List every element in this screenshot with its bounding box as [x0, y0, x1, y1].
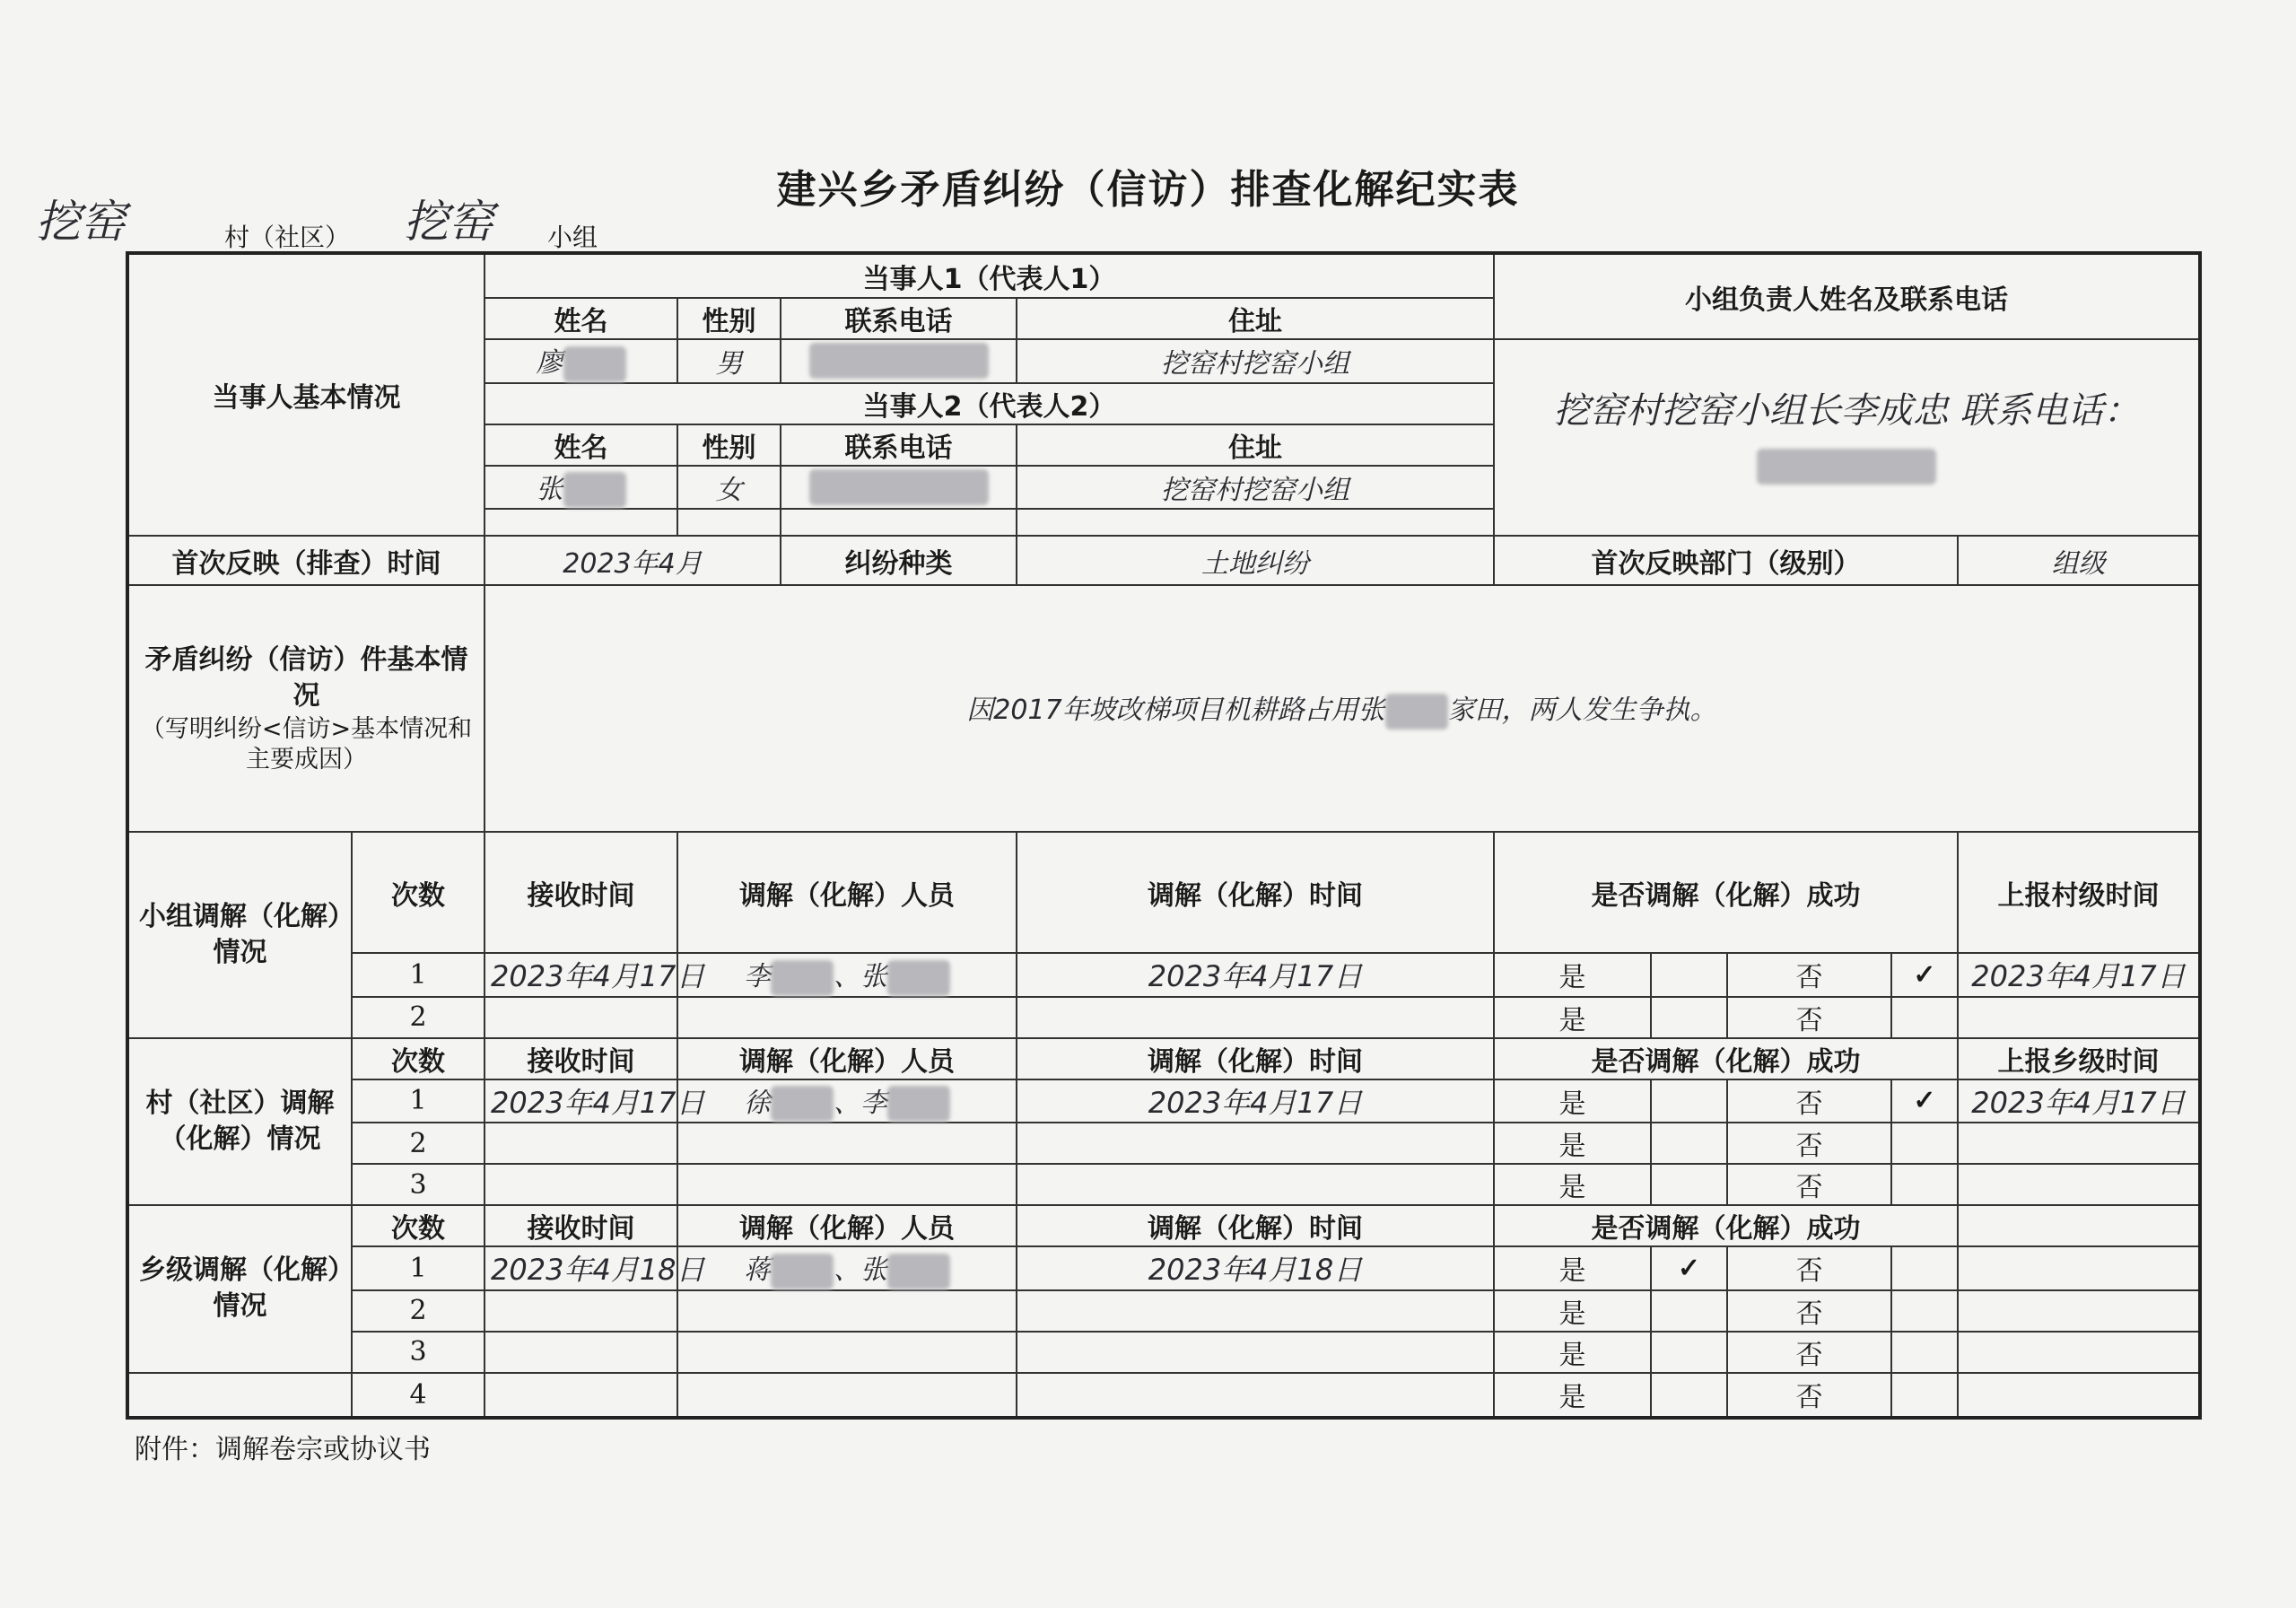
town-row1-receive: 2023年4月18日: [485, 1246, 677, 1290]
redaction: [809, 343, 989, 379]
party2-name-header: 姓名: [485, 424, 677, 466]
party2-phone: [781, 466, 1017, 510]
village-row2-yes: 是: [1494, 1123, 1651, 1164]
village-label: 村（社区）: [224, 223, 351, 252]
party2-address-header: 住址: [1017, 424, 1494, 466]
first-report-time-label: 首次反映（排查）时间: [127, 536, 485, 585]
dispute-type-label: 纠纷种类: [781, 536, 1017, 585]
party1-phone: [781, 339, 1017, 383]
village-row1-no: 否: [1727, 1079, 1891, 1123]
redaction: [771, 960, 834, 996]
first-report-dept-label: 首次反映部门（级别）: [1494, 536, 1958, 585]
town-row1-time: 2023年4月18日: [1017, 1246, 1494, 1290]
town-success-header: 是否调解（化解）成功: [1494, 1205, 1958, 1246]
village-row2-no: 否: [1727, 1123, 1891, 1164]
town-row1-no: 否: [1727, 1246, 1891, 1290]
first-report-time-value: 2023年4月: [485, 536, 781, 585]
group-mediation-label: 小组调解（化解）情况: [127, 832, 352, 1038]
group-row1-receive: 2023年4月17日: [485, 953, 677, 997]
village-row1-mediator: 徐 、李: [677, 1079, 1017, 1123]
village-success-header: 是否调解（化解）成功: [1494, 1038, 1958, 1079]
town-row1-yes: 是: [1494, 1246, 1651, 1290]
town-row2-yes: 是: [1494, 1290, 1651, 1332]
redaction: [563, 472, 626, 508]
village-handwritten: 挖窑: [36, 196, 126, 248]
village-mediation-label: 村（社区）调解（化解）情况: [127, 1038, 352, 1206]
group-row1-count: 1: [352, 953, 485, 997]
party2-gender-header: 性别: [677, 424, 781, 466]
village-count-header: 次数: [352, 1038, 485, 1079]
group-row1-time: 2023年4月17日: [1017, 953, 1494, 997]
group-row1-yes-box: [1651, 953, 1727, 997]
group-report-header: 上报村级时间: [1958, 832, 2200, 953]
redaction: [563, 346, 626, 382]
party1-gender-header: 性别: [677, 298, 781, 339]
group-success-header: 是否调解（化解）成功: [1494, 832, 1958, 953]
party1-address-header: 住址: [1017, 298, 1494, 339]
group-row1-no-check: ✓: [1891, 953, 1958, 997]
redaction: [887, 960, 950, 996]
town-row4-count: 4: [352, 1373, 485, 1418]
village-row1-yes: 是: [1494, 1079, 1651, 1123]
village-receive-header: 接收时间: [485, 1038, 677, 1079]
town-mediation-label: 乡级调解（化解）情况: [127, 1205, 352, 1373]
town-time-header: 调解（化解）时间: [1017, 1205, 1494, 1246]
redaction: [771, 1086, 834, 1122]
dispute-type-value: 土地纠纷: [1017, 536, 1494, 585]
town-row3-count: 3: [352, 1332, 485, 1373]
redaction: [809, 469, 989, 505]
town-row3-yes: 是: [1494, 1332, 1651, 1373]
group-row1-mediator: 李 、张: [677, 953, 1017, 997]
village-row1-no-check: ✓: [1891, 1079, 1958, 1123]
town-row3-no: 否: [1727, 1332, 1891, 1373]
party1-gender: 男: [677, 339, 781, 383]
group-handwritten: 挖窑: [404, 196, 493, 248]
redaction: [887, 1254, 950, 1289]
party2-name: 张: [485, 466, 677, 510]
dispute-label: 矛盾纠纷（信访）件基本情况 （写明纠纷<信访>基本情况和主要成因）: [127, 585, 485, 832]
village-row1-count: 1: [352, 1079, 485, 1123]
group-row1-yes: 是: [1494, 953, 1651, 997]
village-row1-receive: 2023年4月17日: [485, 1079, 677, 1123]
group-receive-header: 接收时间: [485, 832, 677, 953]
party2-phone-header: 联系电话: [781, 424, 1017, 466]
village-row3-count: 3: [352, 1164, 485, 1205]
town-row2-count: 2: [352, 1290, 485, 1332]
group-count-header: 次数: [352, 832, 485, 953]
town-row1-mediator: 蒋 、张: [677, 1246, 1017, 1290]
village-report-header: 上报乡级时间: [1958, 1038, 2200, 1079]
party2-header: 当事人2（代表人2）: [485, 383, 1494, 424]
group-row2-no: 否: [1727, 997, 1891, 1038]
redaction: [887, 1086, 950, 1122]
redaction: [1757, 449, 1936, 485]
village-mediator-header: 调解（化解）人员: [677, 1038, 1017, 1079]
party2-gender: 女: [677, 466, 781, 510]
town-row2-no: 否: [1727, 1290, 1891, 1332]
mediation-form-table: [126, 251, 2202, 1420]
redaction: [1385, 694, 1448, 730]
redaction: [771, 1254, 834, 1289]
group-label: 小组: [547, 223, 598, 252]
leader-info: 挖窑村挖窑小组长李成忠 联系电话：: [1494, 339, 2200, 536]
town-mediator-header: 调解（化解）人员: [677, 1205, 1017, 1246]
group-mediator-header: 调解（化解）人员: [677, 832, 1017, 953]
basic-info-label: 当事人基本情况: [127, 253, 485, 536]
village-row3-no: 否: [1727, 1164, 1891, 1205]
group-row2-yes: 是: [1494, 997, 1651, 1038]
party1-phone-header: 联系电话: [781, 298, 1017, 339]
footer-attachment-note: 附件：调解卷宗或协议书: [135, 1434, 431, 1465]
village-row1-report: 2023年4月17日: [1958, 1079, 2200, 1123]
town-row4-no: 否: [1727, 1373, 1891, 1418]
page-title: 建兴乡矛盾纠纷（信访）排查化解纪实表: [776, 167, 1520, 213]
party1-header: 当事人1（代表人1）: [485, 253, 1494, 298]
town-row1-count: 1: [352, 1246, 485, 1290]
village-time-header: 调解（化解）时间: [1017, 1038, 1494, 1079]
leader-header: 小组负责人姓名及联系电话: [1494, 253, 2200, 339]
village-row3-yes: 是: [1494, 1164, 1651, 1205]
town-receive-header: 接收时间: [485, 1205, 677, 1246]
town-row4-yes: 是: [1494, 1373, 1651, 1418]
party1-name: 廖: [485, 339, 677, 383]
village-row2-count: 2: [352, 1123, 485, 1164]
group-row1-report: 2023年4月17日: [1958, 953, 2200, 997]
party1-name-header: 姓名: [485, 298, 677, 339]
party2-address: 挖窑村挖窑小组: [1017, 466, 1494, 510]
town-row1-yes-check: ✓: [1651, 1246, 1727, 1290]
group-time-header: 调解（化解）时间: [1017, 832, 1494, 953]
party1-address: 挖窑村挖窑小组: [1017, 339, 1494, 383]
town-count-header: 次数: [352, 1205, 485, 1246]
village-row1-time: 2023年4月17日: [1017, 1079, 1494, 1123]
group-row1-no: 否: [1727, 953, 1891, 997]
group-row2-count: 2: [352, 997, 485, 1038]
dispute-content: 因2017年坡改梯项目机耕路占用张 家田，两人发生争执。: [485, 585, 2200, 832]
first-report-dept-value: 组级: [1958, 536, 2200, 585]
